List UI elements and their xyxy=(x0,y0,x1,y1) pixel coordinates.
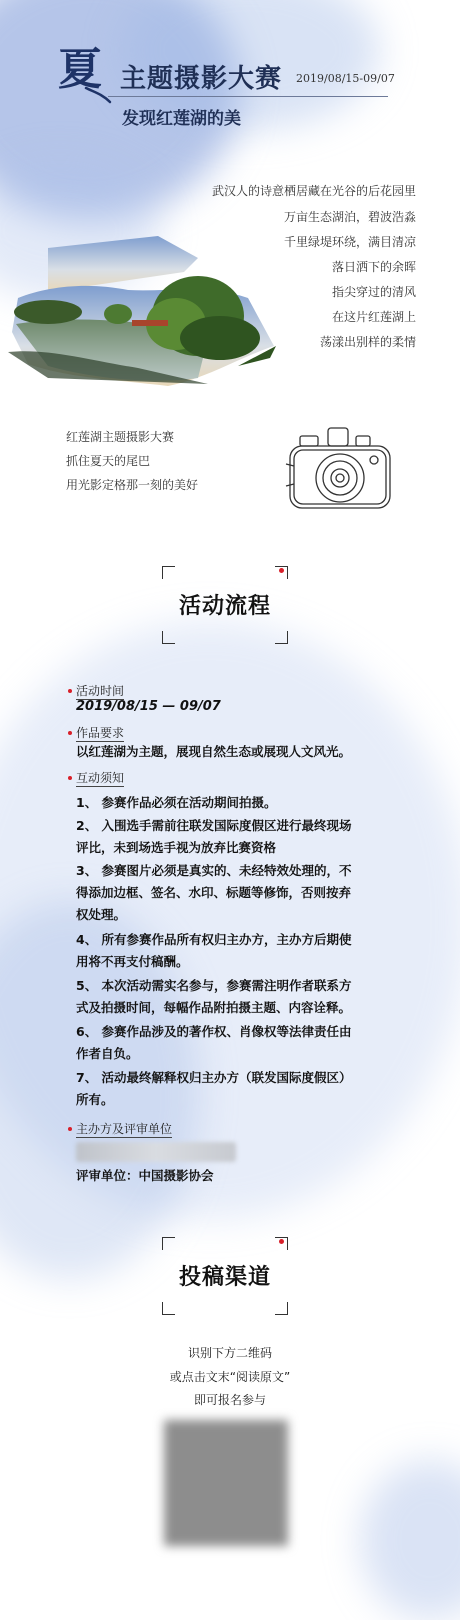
section-frame-activity xyxy=(162,566,288,644)
rule-line: 得添加边框、签名、水印、标题等修饰，否则按弃 xyxy=(76,885,352,900)
intro-line: 抓住夏天的尾巴 xyxy=(66,454,151,468)
rule-line: 1、 参赛作品必须在活动期间拍摄。 xyxy=(76,795,277,810)
rule-line: 用将不再支付稿酬。 xyxy=(76,954,189,969)
organizer-redacted xyxy=(76,1142,236,1162)
judge-unit: 评审单位：中国摄影协会 xyxy=(76,1168,214,1183)
frame-red-dot xyxy=(279,568,284,573)
poem-line: 落日洒下的余晖 xyxy=(331,260,416,274)
section-frame-submission xyxy=(162,1237,288,1315)
rule-line: 2、 入围选手需前往联发国际度假区进行最终现场 xyxy=(76,818,352,833)
submission-instruction: 即可报名参与 xyxy=(193,1393,266,1407)
poem-line: 指尖穿过的清风 xyxy=(331,285,416,299)
frame-corner xyxy=(162,1237,175,1250)
poem-line: 荡漾出别样的柔情 xyxy=(319,335,416,349)
activity-time-value: 2019/08/15 — 09/07 xyxy=(76,699,221,714)
bullet-dot xyxy=(68,1127,72,1131)
rule-line: 权处理。 xyxy=(76,907,127,922)
rule-line: 式及拍摄时间，每幅作品附拍摄主题、内容诠释。 xyxy=(76,1000,352,1015)
intro-line: 用光影定格那一刻的美好 xyxy=(66,478,199,492)
page-subtitle: 发现红莲湖的美 xyxy=(122,109,241,129)
rule-line: 4、 所有参赛作品所有权归主办方，主办方后期使 xyxy=(76,932,352,947)
rule-line: 7、 活动最终解释权归主办方（联发国际度假区） xyxy=(76,1070,352,1085)
rule-line: 6、 参赛作品涉及的著作权、肖像权等法律责任由 xyxy=(76,1024,352,1039)
rule-line: 作者自负。 xyxy=(76,1046,139,1061)
poem-line: 万亩生态湖泊，碧波浩淼 xyxy=(283,210,416,224)
frame-corner xyxy=(162,1302,175,1315)
frame-red-dot xyxy=(279,1239,284,1244)
poem-line: 千里绿堤环绕，满目清凉 xyxy=(283,235,416,249)
work-requirement-value: 以红莲湖为主题，展现自然生态或展现人文风光。 xyxy=(76,744,352,759)
frame-corner xyxy=(275,631,288,644)
rule-line: 5、 本次活动需实名参与，参赛需注明作者联系方 xyxy=(76,978,352,993)
bullet-dot xyxy=(68,689,72,693)
watercolor-wash-bottom-right xyxy=(360,1460,460,1620)
section-title-submission: 投稿渠道 xyxy=(178,1264,271,1290)
event-date-range: 2019/08/15-09/07 xyxy=(296,72,395,85)
frame-corner xyxy=(275,1302,288,1315)
activity-time-label: 活动时间 xyxy=(68,682,124,699)
poem-line: 武汉人的诗意栖居藏在光谷的后花园里 xyxy=(211,184,416,198)
lake-landscape-image xyxy=(8,228,276,392)
bullet-dot xyxy=(68,731,72,735)
submission-instruction: 识别下方二维码 xyxy=(187,1346,272,1360)
organizer-label: 主办方及评审单位 xyxy=(68,1120,172,1137)
rule-line: 评比，未到场选手视为放弃比赛资格 xyxy=(76,840,277,855)
intro-line: 红莲湖主题摄影大赛 xyxy=(66,430,175,444)
notice-label: 互动须知 xyxy=(68,769,124,786)
bullet-dot xyxy=(68,776,72,780)
rule-line: 3、 参赛图片必须是真实的、未经特效处理的，不 xyxy=(76,863,352,878)
frame-corner xyxy=(162,631,175,644)
big-summer-character: 夏 xyxy=(58,44,102,95)
submission-instruction: 或点击文末“阅读原文” xyxy=(169,1370,291,1384)
poem-line: 在这片红莲湖上 xyxy=(331,310,416,324)
frame-corner xyxy=(162,566,175,579)
qr-code-image[interactable] xyxy=(164,1420,288,1546)
title-divider xyxy=(108,96,388,97)
page-title: 主题摄影大赛 xyxy=(120,64,283,94)
rule-line: 所有。 xyxy=(76,1092,114,1107)
section-title-activity: 活动流程 xyxy=(178,593,271,619)
brush-swash-icon xyxy=(84,84,114,106)
work-requirement-label: 作品要求 xyxy=(68,724,124,741)
camera-icon xyxy=(284,424,396,516)
